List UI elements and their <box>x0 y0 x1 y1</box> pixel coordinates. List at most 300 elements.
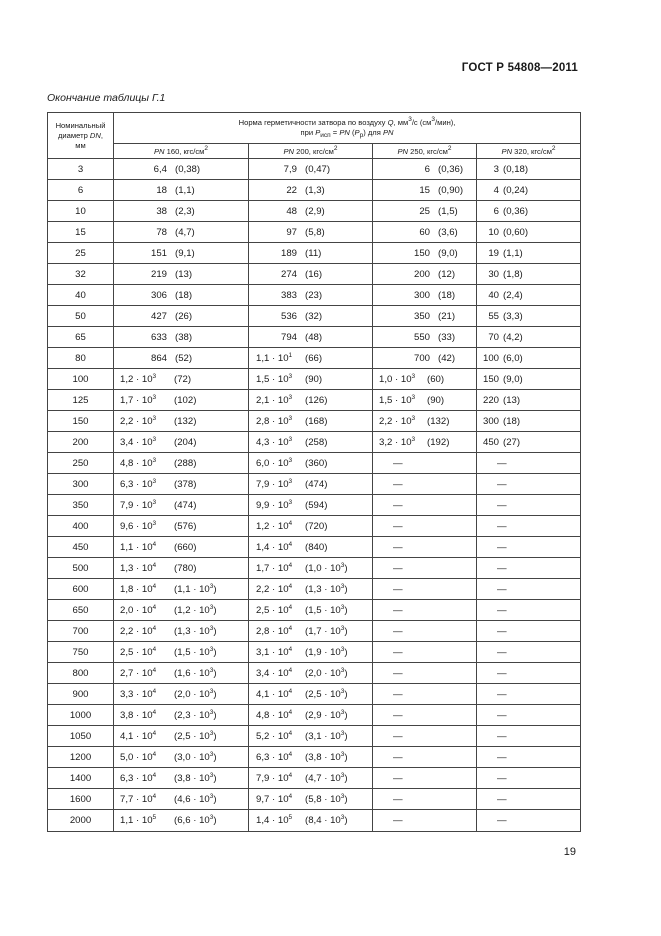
main-value <box>114 227 167 238</box>
main-value: $2,1 \cdot 10^3$ <box>256 393 293 406</box>
mantissa: 55 <box>488 310 499 322</box>
paren-value: $(1,1 \cdot 10^3)$ <box>174 582 217 595</box>
paren-value: (90) <box>427 394 445 406</box>
value-cell <box>249 411 373 432</box>
main-value: $6,3 \cdot 10^4$ <box>256 750 293 763</box>
mantissa: 6 <box>493 205 499 217</box>
exponent: 1 <box>288 351 293 359</box>
dash-placeholder: — <box>497 520 507 532</box>
standard-designation: ГОСТ Р 54808—2011 <box>461 62 578 74</box>
value-content <box>373 626 476 637</box>
main-value <box>477 227 499 238</box>
paren-value: $(2,0 \cdot 10^3)$ <box>305 666 348 679</box>
dn-cell: 800 <box>48 663 114 684</box>
dash-placeholder: — <box>393 815 403 826</box>
dn-cell: 50 <box>48 306 114 327</box>
mantissa: 1,1 <box>256 352 270 364</box>
pn200-header <box>249 144 373 159</box>
value-cell <box>249 474 373 495</box>
mantissa: 4 <box>493 184 499 196</box>
value-cell <box>477 579 581 600</box>
mantissa: 450 <box>482 436 499 448</box>
value-cell <box>114 579 249 600</box>
pn320-var: PN <box>501 146 513 156</box>
pn320-exp: 2 <box>551 144 556 152</box>
table-row <box>48 201 581 222</box>
main-value <box>114 164 167 175</box>
value-content <box>477 773 580 784</box>
paren-exponent: 3 <box>340 792 345 800</box>
exponent: 3 <box>288 498 293 506</box>
dn-cell: 400 <box>48 516 114 537</box>
value-content <box>249 500 372 511</box>
main-value <box>249 332 297 343</box>
value-cell <box>114 453 249 474</box>
main-value <box>114 311 167 322</box>
main-value: $4,8 \cdot 10^4$ <box>256 708 293 721</box>
main-value: $2,8 \cdot 10^4$ <box>256 624 293 637</box>
dash-placeholder: — <box>393 457 403 469</box>
exponent: 3 <box>411 435 416 443</box>
value-content <box>249 374 372 385</box>
paren-value: (48) <box>305 331 323 343</box>
dash-placeholder: — <box>497 562 507 574</box>
exponent: 3 <box>288 435 293 443</box>
table-row <box>48 768 581 789</box>
mantissa: 48 <box>286 205 297 217</box>
main-value: $1,1 \cdot 10^5$ <box>120 814 157 826</box>
value-content <box>114 773 248 784</box>
paren-value: (32) <box>305 310 323 322</box>
dn-cell: 150 <box>48 411 114 432</box>
paren-mantissa: 3,1 <box>308 730 322 742</box>
value-content <box>114 227 248 238</box>
value-cell <box>373 726 477 747</box>
main-value <box>114 248 167 259</box>
paren-mantissa: 4,6 <box>177 793 191 805</box>
value-cell <box>114 411 249 432</box>
value-content <box>477 584 580 595</box>
main-value: $1,4 \cdot 10^5$ <box>256 814 293 826</box>
paren-mantissa: 1,3 <box>308 583 322 595</box>
exponent: 4 <box>152 666 157 674</box>
main-value <box>477 332 499 343</box>
mantissa: 150 <box>413 247 430 259</box>
value-content <box>477 248 580 259</box>
value-content <box>249 458 372 469</box>
main-value: $1,8 \cdot 10^4$ <box>120 582 157 595</box>
dash-placeholder: — <box>393 562 403 574</box>
paren-value: (60) <box>427 373 445 385</box>
value-cell <box>373 768 477 789</box>
main-value: $1,3 \cdot 10^4$ <box>120 561 157 574</box>
main-value <box>477 164 499 175</box>
dn-cell: 750 <box>48 642 114 663</box>
dash-placeholder: — <box>393 499 403 511</box>
dn-cell: 1000 <box>48 705 114 726</box>
mantissa: 1,2 <box>256 520 270 532</box>
value-content <box>249 227 372 238</box>
value-cell <box>249 159 373 180</box>
mantissa: 383 <box>280 289 297 301</box>
paren-value: (26) <box>175 310 193 322</box>
value-content <box>477 752 580 763</box>
value-cell <box>477 264 581 285</box>
value-cell <box>477 285 581 306</box>
value-cell <box>477 705 581 726</box>
exponent: 3 <box>152 477 157 485</box>
pn250-header <box>373 144 477 159</box>
main-value: $7,7 \cdot 10^4$ <box>120 792 157 805</box>
main-value <box>373 227 430 238</box>
paren-mantissa: 3,8 <box>177 772 191 784</box>
value-cell <box>249 789 373 810</box>
paren-value: (4,7) <box>175 226 195 238</box>
value-content <box>114 752 248 763</box>
value-content <box>477 731 580 742</box>
value-cell <box>249 222 373 243</box>
mantissa: 536 <box>280 310 297 322</box>
group-header-pn: PN <box>339 128 350 137</box>
main-value: $3,1 \cdot 10^4$ <box>256 645 293 658</box>
paren-exponent: 3 <box>209 708 214 716</box>
main-value <box>373 290 430 301</box>
paren-value: (18) <box>503 415 521 427</box>
value-content <box>114 458 248 469</box>
value-content <box>249 521 372 532</box>
value-cell <box>477 621 581 642</box>
exponent: 5 <box>152 814 157 821</box>
paren-value: (23) <box>305 289 323 301</box>
value-content <box>114 500 248 511</box>
value-content <box>114 416 248 427</box>
table-caption: Окончание таблицы Г.1 <box>47 92 166 104</box>
dash-placeholder: — <box>497 751 507 763</box>
mantissa: 7,9 <box>283 163 297 175</box>
value-content <box>477 290 580 301</box>
value-cell <box>114 516 249 537</box>
mantissa: 3,2 <box>379 436 393 448</box>
main-value: $9,9 \cdot 10^3$ <box>256 498 293 511</box>
value-cell <box>477 201 581 222</box>
value-content <box>477 500 580 511</box>
exponent: 3 <box>288 477 293 485</box>
value-content <box>249 353 372 364</box>
exponent: 4 <box>152 603 157 611</box>
paren-mantissa: 1,2 <box>177 604 191 616</box>
value-content <box>373 542 476 553</box>
dn-header-var: DN <box>89 130 101 140</box>
main-value <box>477 311 499 322</box>
table-row <box>48 600 581 621</box>
table-row <box>48 222 581 243</box>
dash-placeholder: — <box>497 625 507 637</box>
value-content <box>373 584 476 595</box>
paren-value: (4,2) <box>503 331 523 343</box>
main-value <box>249 206 297 217</box>
value-content <box>114 584 248 595</box>
value-cell <box>477 432 581 453</box>
main-value: $9,7 \cdot 10^4$ <box>256 792 293 805</box>
value-content <box>373 353 476 364</box>
paren-value: (0,18) <box>503 163 529 175</box>
mantissa: 2,8 <box>256 415 270 427</box>
mantissa: 4,8 <box>120 457 134 469</box>
paren-exponent: 3 <box>209 771 214 779</box>
value-cell <box>373 159 477 180</box>
paren-mantissa: 1,6 <box>177 667 191 679</box>
pn320-header <box>477 144 581 159</box>
value-content <box>373 248 476 259</box>
paren-value: (840) <box>305 541 328 553</box>
dash-placeholder: — <box>393 793 403 805</box>
main-value <box>373 311 430 322</box>
paren-mantissa: 4,7 <box>308 772 322 784</box>
exponent: 4 <box>288 729 293 737</box>
mantissa: 274 <box>280 268 297 280</box>
value-cell <box>373 810 477 832</box>
exponent: 4 <box>288 708 293 716</box>
table-row <box>48 621 581 642</box>
value-content <box>477 353 580 364</box>
mantissa: 1,5 <box>379 394 393 406</box>
value-cell <box>249 453 373 474</box>
main-value <box>114 290 167 301</box>
value-content <box>249 248 372 259</box>
paren-mantissa: 1,0 <box>308 562 322 574</box>
paren-value: (660) <box>174 541 197 553</box>
value-cell <box>249 243 373 264</box>
value-cell <box>373 180 477 201</box>
group-header-p: P <box>315 128 321 137</box>
mantissa: 3,1 <box>256 646 270 658</box>
exponent: 4 <box>152 540 157 548</box>
value-content <box>114 311 248 322</box>
paren-mantissa: 1,1 <box>177 583 191 595</box>
value-cell <box>249 621 373 642</box>
dash-placeholder: — <box>393 520 403 532</box>
exponent: 3 <box>288 456 293 464</box>
mantissa: 9,6 <box>120 520 134 532</box>
value-content <box>373 416 476 427</box>
main-value: $1,5 \cdot 10^3$ <box>379 393 416 406</box>
paren-value: $(1,5 \cdot 10^3)$ <box>174 645 217 658</box>
main-value <box>373 164 430 175</box>
paren-value: $(1,2 \cdot 10^3)$ <box>174 603 217 616</box>
dn-cell: 350 <box>48 495 114 516</box>
paren-value: (9,1) <box>175 247 195 259</box>
value-cell <box>373 327 477 348</box>
value-cell <box>249 768 373 789</box>
value-content <box>373 668 476 679</box>
group-header-pri: при <box>300 128 316 137</box>
paren-value: (66) <box>305 352 323 364</box>
value-content <box>373 647 476 658</box>
main-value: $6,0 \cdot 10^3$ <box>256 456 293 469</box>
value-content <box>373 269 476 280</box>
exponent: 3 <box>152 372 157 380</box>
main-value: $6,3 \cdot 10^4$ <box>120 771 157 784</box>
paren-exponent: 3 <box>340 687 345 695</box>
value-content <box>373 458 476 469</box>
mantissa: 6,3 <box>120 772 134 784</box>
dash-placeholder: — <box>497 646 507 658</box>
value-cell <box>373 579 477 600</box>
paren-value: (1,8) <box>503 268 523 280</box>
mantissa: 1,7 <box>256 562 270 574</box>
value-cell <box>114 159 249 180</box>
value-cell <box>373 663 477 684</box>
value-content <box>114 794 248 805</box>
value-content <box>114 290 248 301</box>
value-cell <box>249 663 373 684</box>
paren-exponent: 3 <box>340 814 345 821</box>
paren-exponent: 3 <box>209 624 214 632</box>
dash-placeholder: — <box>393 646 403 658</box>
value-cell <box>477 306 581 327</box>
value-content <box>114 332 248 343</box>
value-cell <box>114 726 249 747</box>
value-cell <box>477 810 581 832</box>
main-value <box>249 269 297 280</box>
dash-placeholder: — <box>393 478 403 490</box>
paren-exponent: 3 <box>209 792 214 800</box>
value-cell <box>249 558 373 579</box>
paren-value: (90) <box>305 373 323 385</box>
value-cell <box>373 705 477 726</box>
pn200-exp: 2 <box>333 144 338 152</box>
value-content <box>249 269 372 280</box>
value-cell <box>477 747 581 768</box>
dn-cell: 600 <box>48 579 114 600</box>
mantissa: 1,4 <box>256 815 270 826</box>
paren-value: $(1,0 \cdot 10^3)$ <box>305 561 348 574</box>
value-content <box>249 773 372 784</box>
value-content <box>114 248 248 259</box>
value-cell <box>477 642 581 663</box>
paren-value: (0,47) <box>305 163 331 175</box>
group-header-text: Норма герметичности затвора по воздуху <box>238 118 388 127</box>
mantissa: 1,2 <box>120 373 134 385</box>
main-value <box>373 353 430 364</box>
value-cell <box>373 264 477 285</box>
paren-mantissa: 1,3 <box>177 625 191 637</box>
value-content <box>114 542 248 553</box>
paren-mantissa: 1,5 <box>308 604 322 616</box>
value-cell <box>373 411 477 432</box>
table-row <box>48 411 581 432</box>
table-body <box>48 159 581 832</box>
exponent: 4 <box>152 687 157 695</box>
mantissa: 1,7 <box>120 394 134 406</box>
mantissa: 300 <box>413 289 430 301</box>
paren-exponent: 3 <box>209 603 214 611</box>
exponent: 4 <box>288 519 293 527</box>
mantissa: 15 <box>419 184 430 196</box>
value-content <box>114 374 248 385</box>
value-cell <box>249 180 373 201</box>
mantissa: 22 <box>286 184 297 196</box>
group-header-pp: P <box>354 128 360 137</box>
dn-cell: 40 <box>48 285 114 306</box>
mantissa: 7,7 <box>120 793 134 805</box>
paren-value: (1,1) <box>503 247 523 259</box>
main-value <box>477 206 499 217</box>
value-cell <box>477 180 581 201</box>
main-value: $2,5 \cdot 10^4$ <box>256 603 293 616</box>
value-cell <box>114 348 249 369</box>
value-content <box>477 332 580 343</box>
paren-mantissa: 8,4 <box>308 815 322 826</box>
value-content <box>373 437 476 448</box>
value-content <box>477 689 580 700</box>
value-cell <box>114 327 249 348</box>
table-row <box>48 537 581 558</box>
mantissa: 6 <box>424 163 430 175</box>
main-value <box>477 374 499 385</box>
dn-cell: 250 <box>48 453 114 474</box>
main-value: $2,8 \cdot 10^3$ <box>256 414 293 427</box>
value-cell <box>477 390 581 411</box>
dn-cell: 3 <box>48 159 114 180</box>
paren-value: $(2,5 \cdot 10^3)$ <box>305 687 348 700</box>
group-header-exp2: 3 <box>431 116 436 123</box>
paren-value: (720) <box>305 520 328 532</box>
value-cell <box>477 768 581 789</box>
value-cell <box>114 810 249 832</box>
value-content <box>249 332 372 343</box>
paren-exponent: 3 <box>340 708 345 716</box>
value-cell <box>114 789 249 810</box>
mantissa: 2,7 <box>120 667 134 679</box>
value-content <box>114 185 248 196</box>
value-content <box>114 815 248 826</box>
value-content <box>114 437 248 448</box>
paren-value: (168) <box>305 415 328 427</box>
value-cell <box>114 180 249 201</box>
paren-value: (9,0) <box>438 247 458 259</box>
value-cell <box>373 747 477 768</box>
mantissa: 1,0 <box>379 373 393 385</box>
table-row <box>48 642 581 663</box>
paren-value: $(4,7 \cdot 10^3)$ <box>305 771 348 784</box>
exponent: 3 <box>152 456 157 464</box>
paren-value: $(1,5 \cdot 10^3)$ <box>305 603 348 616</box>
mantissa: 200 <box>413 268 430 280</box>
value-cell <box>477 495 581 516</box>
value-cell <box>249 810 373 832</box>
paren-value: (0,24) <box>503 184 529 196</box>
mantissa: 100 <box>482 352 499 364</box>
value-cell <box>114 474 249 495</box>
paren-value: $(8,4 \cdot 10^3)$ <box>305 814 348 826</box>
table-row <box>48 558 581 579</box>
main-value: $3,4 \cdot 10^3$ <box>120 435 157 448</box>
mantissa: 1,1 <box>120 815 134 826</box>
main-value: $7,9 \cdot 10^3$ <box>256 477 293 490</box>
paren-exponent: 3 <box>340 561 345 569</box>
mantissa: 9,9 <box>256 499 270 511</box>
value-content <box>249 416 372 427</box>
value-cell <box>477 327 581 348</box>
value-content <box>373 605 476 616</box>
paren-exponent: 3 <box>340 624 345 632</box>
value-cell <box>114 201 249 222</box>
paren-exponent: 3 <box>340 729 345 737</box>
mantissa: 78 <box>156 226 167 238</box>
paren-value: $(2,0 \cdot 10^3)$ <box>174 687 217 700</box>
mantissa: 220 <box>482 394 499 406</box>
